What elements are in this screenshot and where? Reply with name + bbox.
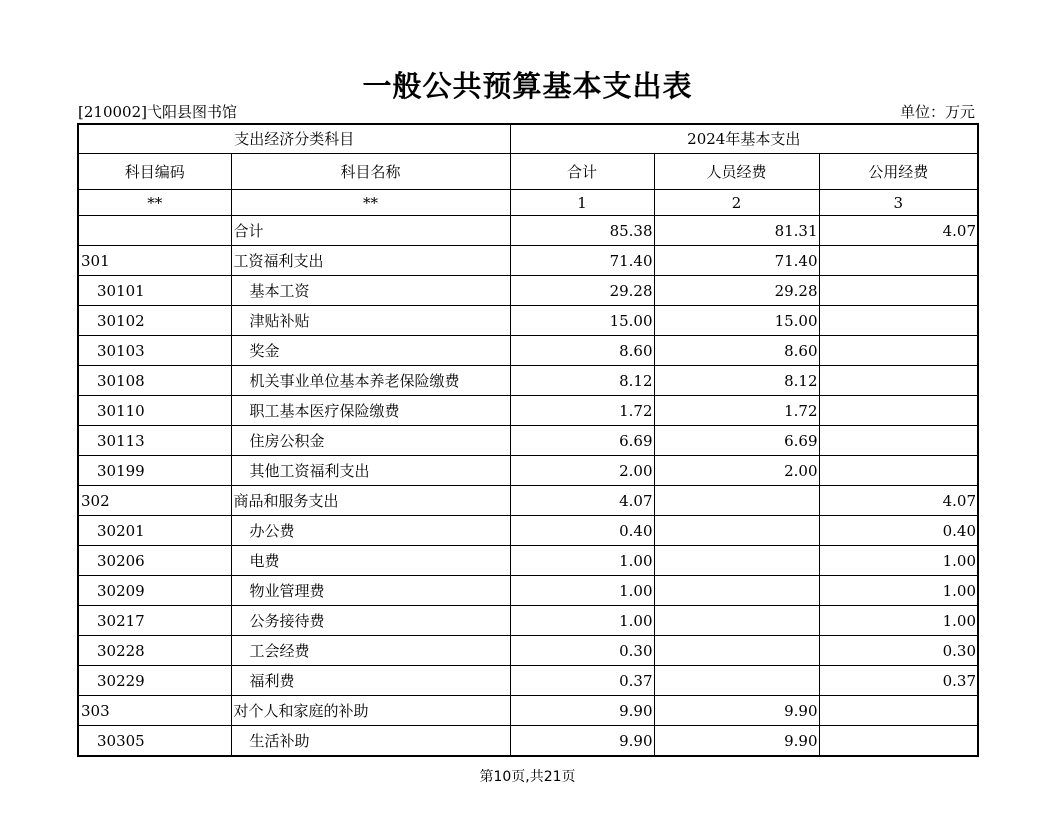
cell-public: 4.07 [819,486,978,516]
cell-public: 1.00 [819,606,978,636]
cell-name: 住房公积金 [231,426,510,456]
cell-public [819,306,978,336]
cell-total: 1.72 [510,396,654,426]
cell-public [819,456,978,486]
cell-public [819,276,978,306]
index-code: ** [78,190,231,216]
table-row [78,696,978,726]
cell-code: 30101 [78,276,231,306]
cell-name: 工资福利支出 [231,246,510,276]
cell-name: 办公费 [231,516,510,546]
cell-public: 1.00 [819,546,978,576]
budget-table [77,123,979,757]
cell-code: 30229 [78,666,231,696]
index-public: 3 [819,190,978,216]
index-personnel: 2 [654,190,819,216]
cell-total: 0.37 [510,666,654,696]
cell-personnel [654,546,819,576]
table-row [78,636,978,666]
cell-name: 津贴补贴 [231,306,510,336]
cell-personnel: 8.12 [654,366,819,396]
cell-name: 其他工资福利支出 [231,456,510,486]
cell-name: 商品和服务支出 [231,486,510,516]
header-group-row [78,124,978,154]
cell-public [819,336,978,366]
cell-name: 职工基本医疗保险缴费 [231,396,510,426]
cell-code: 30103 [78,336,231,366]
cell-total: 15.00 [510,306,654,336]
header-code: 科目编码 [78,154,231,190]
cell-name: 福利费 [231,666,510,696]
cell-code: 30110 [78,396,231,426]
cell-total: 71.40 [510,246,654,276]
page-footer: 第10页,共21页 [479,769,576,785]
cell-code: 30201 [78,516,231,546]
cell-public [819,426,978,456]
cell-public [819,396,978,426]
cell-name: 机关事业单位基本养老保险缴费 [231,366,510,396]
index-total: 1 [510,190,654,216]
cell-name: 物业管理费 [231,576,510,606]
header-column-row [78,154,978,190]
cell-code: 30217 [78,606,231,636]
cell-public: 4.07 [819,216,978,246]
cell-public [819,246,978,276]
cell-personnel: 81.31 [654,216,819,246]
cell-total: 8.12 [510,366,654,396]
index-name: ** [231,190,510,216]
cell-total: 9.90 [510,696,654,726]
cell-personnel: 9.90 [654,696,819,726]
cell-personnel [654,666,819,696]
cell-name: 基本工资 [231,276,510,306]
cell-code: 302 [78,486,231,516]
table-row [78,666,978,696]
cell-personnel [654,516,819,546]
header-name: 科目名称 [231,154,510,190]
cell-public [819,366,978,396]
header-public: 公用经费 [819,154,978,190]
table-row [78,516,978,546]
cell-total: 1.00 [510,606,654,636]
cell-personnel: 8.60 [654,336,819,366]
header-group-left: 支出经济分类科目 [78,124,510,154]
cell-personnel: 2.00 [654,456,819,486]
table-row [78,426,978,456]
cell-total: 2.00 [510,456,654,486]
cell-personnel: 9.90 [654,726,819,757]
cell-public: 0.40 [819,516,978,546]
header-personnel: 人员经费 [654,154,819,190]
cell-public: 0.30 [819,636,978,666]
cell-name: 合计 [231,216,510,246]
cell-total: 9.90 [510,726,654,757]
budget-table-body [78,216,978,757]
cell-total: 1.00 [510,546,654,576]
cell-public [819,726,978,757]
table-row [78,276,978,306]
cell-name: 工会经费 [231,636,510,666]
cell-code: 30108 [78,366,231,396]
cell-name: 公务接待费 [231,606,510,636]
header-group-right: 2024年基本支出 [510,124,978,154]
cell-name: 对个人和家庭的补助 [231,696,510,726]
cell-personnel: 71.40 [654,246,819,276]
cell-personnel [654,636,819,666]
table-row [78,336,978,366]
page-title: 一般公共预算基本支出表 [362,69,693,103]
cell-total: 29.28 [510,276,654,306]
cell-code [78,216,231,246]
table-row [78,306,978,336]
cell-total: 8.60 [510,336,654,366]
cell-total: 4.07 [510,486,654,516]
table-row [78,396,978,426]
cell-personnel: 1.72 [654,396,819,426]
cell-total: 1.00 [510,576,654,606]
table-row [78,216,978,246]
cell-code: 303 [78,696,231,726]
cell-code: 30102 [78,306,231,336]
cell-total: 0.40 [510,516,654,546]
table-row [78,486,978,516]
cell-name: 奖金 [231,336,510,366]
unit-label: 单位：万元 [899,103,975,121]
cell-name: 生活补助 [231,726,510,757]
cell-public: 1.00 [819,576,978,606]
cell-personnel [654,486,819,516]
cell-code: 30206 [78,546,231,576]
cell-personnel: 29.28 [654,276,819,306]
header-total: 合计 [510,154,654,190]
cell-personnel [654,606,819,636]
cell-public: 0.37 [819,666,978,696]
table-row [78,366,978,396]
cell-total: 85.38 [510,216,654,246]
cell-total: 0.30 [510,636,654,666]
table-row [78,606,978,636]
table-row [78,576,978,606]
cell-personnel: 6.69 [654,426,819,456]
cell-personnel: 15.00 [654,306,819,336]
cell-code: 30113 [78,426,231,456]
cell-total: 6.69 [510,426,654,456]
cell-public [819,696,978,726]
cell-code: 30305 [78,726,231,757]
table-row [78,546,978,576]
table-row [78,726,978,757]
header-index-row [78,190,978,216]
table-row [78,246,978,276]
cell-code: 30209 [78,576,231,606]
organization-label: [210002]弋阳县图书馆 [78,103,237,121]
cell-name: 电费 [231,546,510,576]
table-row [78,456,978,486]
cell-code: 30199 [78,456,231,486]
cell-code: 301 [78,246,231,276]
cell-personnel [654,576,819,606]
cell-code: 30228 [78,636,231,666]
